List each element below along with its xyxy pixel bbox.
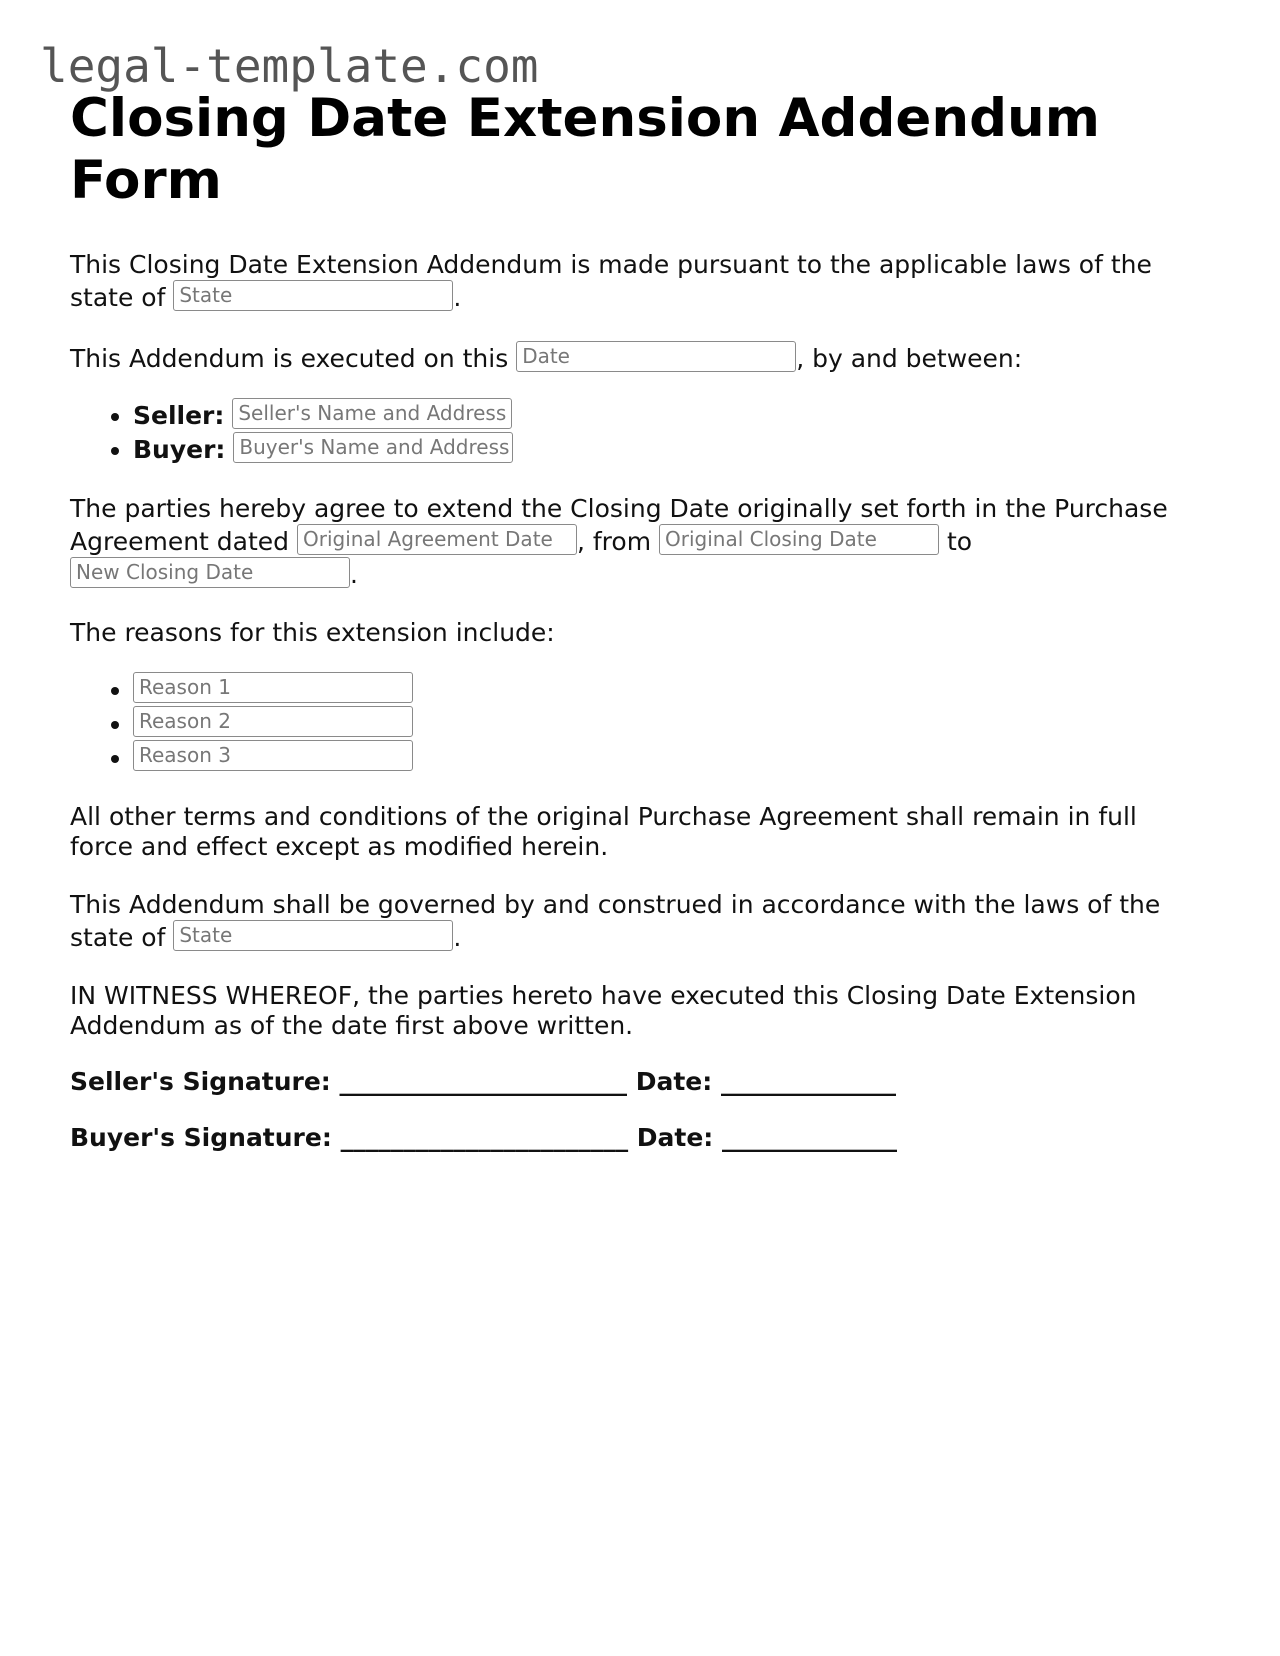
- governing-state-field[interactable]: State: [173, 920, 453, 951]
- witness-paragraph: IN WITNESS WHEREOF, the parties hereto have executed this Closing Date Extension Addendum as of the date first above written.: [70, 981, 1137, 1040]
- site-watermark: legal-template.com: [40, 39, 539, 93]
- intro-text: This Closing Date Extension Addendum is made pursuant to the applicable laws of the state of: [70, 250, 1152, 312]
- seller-name-address-field[interactable]: Seller's Name and Address: [232, 398, 512, 429]
- list-item-seller: [133, 398, 1200, 432]
- new-closing-date-field[interactable]: New Closing Date: [70, 557, 350, 588]
- document-body: [70, 88, 1200, 1153]
- execution-date-field[interactable]: Date: [516, 341, 796, 372]
- intro-period: .: [453, 283, 462, 312]
- list-item-reason: [133, 740, 1200, 774]
- seller-date-blank[interactable]: ______________: [720, 1067, 896, 1096]
- page-title: Closing Date Extension Addendum Form: [70, 88, 1100, 211]
- extension-to-text: to: [946, 527, 973, 556]
- execution-paragraph: [70, 341, 1200, 374]
- buyer-name-address-field[interactable]: Buyer's Name and Address: [233, 432, 513, 463]
- seller-label: Seller:: [133, 401, 225, 430]
- extension-period: .: [350, 560, 358, 589]
- original-agreement-date-field[interactable]: Original Agreement Date: [297, 524, 577, 555]
- seller-date-label: Date:: [635, 1067, 713, 1096]
- state-field[interactable]: State: [173, 280, 453, 311]
- seller-signature-label: Seller's Signature:: [70, 1067, 331, 1096]
- reasons-intro: The reasons for this extension include:: [70, 618, 555, 647]
- governing-text: This Addendum shall be governed by and construed in accordance with the laws of the state of: [70, 890, 1161, 952]
- extension-from-text: , from: [576, 527, 652, 556]
- buyer-date-label: Date:: [636, 1123, 714, 1152]
- terms-paragraph: All other terms and conditions of the original Purchase Agreement shall remain in full force and effect except as modified herein.: [70, 802, 1137, 861]
- buyer-signature-blank[interactable]: _______________________: [340, 1123, 629, 1152]
- execution-text: This Addendum is executed on this: [70, 344, 509, 373]
- reason-1-field[interactable]: Reason 1: [133, 672, 413, 703]
- seller-signature-blank[interactable]: _______________________: [339, 1067, 628, 1096]
- governing-period: .: [453, 923, 462, 952]
- execution-text-after: , by and between:: [796, 344, 1023, 373]
- intro-paragraph: [70, 250, 1200, 313]
- reasons-list: [70, 672, 1200, 774]
- governing-law-paragraph: [70, 890, 1200, 953]
- seller-signature-line: [70, 1067, 1200, 1097]
- list-item-reason: [133, 672, 1200, 706]
- reason-3-field[interactable]: Reason 3: [133, 740, 413, 771]
- list-item-reason: [133, 706, 1200, 740]
- buyer-label: Buyer:: [133, 435, 226, 464]
- parties-list: [70, 398, 1200, 466]
- extension-text: The parties hereby agree to extend the Closing Date originally set forth in the Purchase Agreement dated: [70, 494, 1168, 556]
- buyer-signature-line: [70, 1123, 1200, 1153]
- reason-2-field[interactable]: Reason 2: [133, 706, 413, 737]
- original-closing-date-field[interactable]: Original Closing Date: [659, 524, 939, 555]
- buyer-signature-label: Buyer's Signature:: [70, 1123, 332, 1152]
- buyer-date-blank[interactable]: ______________: [722, 1123, 898, 1152]
- extension-paragraph: [70, 494, 1200, 590]
- list-item-buyer: [133, 432, 1200, 466]
